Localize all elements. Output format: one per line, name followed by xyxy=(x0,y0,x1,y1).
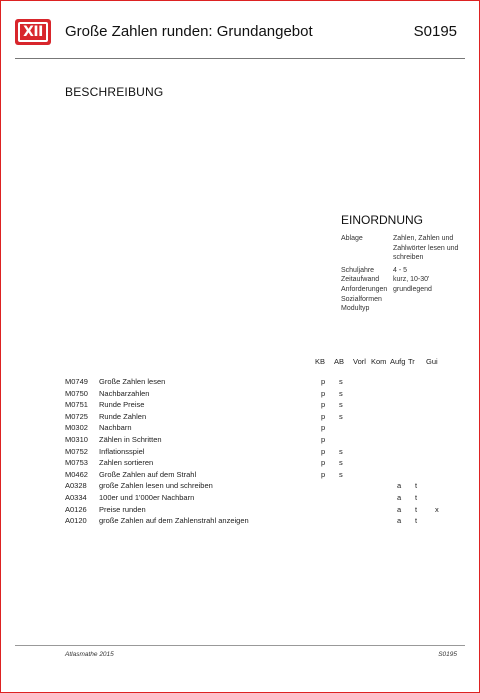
row-id: A0126 xyxy=(65,504,87,514)
table-row xyxy=(65,412,455,424)
row-id: A0328 xyxy=(65,481,87,491)
row-gui: x xyxy=(435,504,439,514)
row-id: M0749 xyxy=(65,377,88,386)
logo-text: XII xyxy=(18,22,48,42)
footer-code: S0195 xyxy=(438,651,457,658)
einordnung-label: Schuljahre xyxy=(341,266,375,274)
row-id: M0752 xyxy=(65,446,88,456)
einordnung-value: grundlegend xyxy=(393,285,432,293)
row-name: Preise runden xyxy=(99,504,146,514)
table-row xyxy=(65,505,455,517)
header-divider xyxy=(15,58,465,59)
column-header-ab: AB xyxy=(334,357,345,366)
einordnung-row-sozialformen xyxy=(341,295,473,305)
table-row xyxy=(65,516,455,528)
row-name: Zählen in Schritten xyxy=(99,434,162,444)
row-ab: s xyxy=(339,458,343,468)
row-id: M0462 xyxy=(65,469,88,479)
row-kb: p xyxy=(321,388,326,398)
row-ab: s xyxy=(339,411,343,421)
row-id: A0334 xyxy=(65,492,87,502)
row-name: Runde Preise xyxy=(99,400,145,410)
table-row xyxy=(65,493,455,505)
row-name: Runde Zahlen xyxy=(99,411,147,421)
row-id: M0310 xyxy=(65,434,88,444)
row-kb: p xyxy=(321,434,326,444)
page-title: Große Zahlen runden: Grundangebot xyxy=(65,23,313,40)
beschreibung-heading: BESCHREIBUNG xyxy=(65,85,164,99)
row-aufg: a xyxy=(397,492,402,502)
row-name: Inflationsspiel xyxy=(99,446,145,456)
table-row xyxy=(65,377,455,389)
footer-source: Atlasmathe 2015 xyxy=(65,651,114,658)
row-kb: p xyxy=(321,458,326,468)
table-row xyxy=(65,400,455,412)
column-header-gui: Gui xyxy=(426,357,438,366)
table-row xyxy=(65,423,455,435)
table-row xyxy=(65,470,455,482)
table-row xyxy=(65,389,455,401)
column-header-vorl: Vorl xyxy=(353,357,366,366)
row-kb: p xyxy=(321,400,326,410)
row-ab: s xyxy=(339,469,343,479)
row-aufg: a xyxy=(397,481,402,491)
xii-logo xyxy=(15,19,51,45)
einordnung-label: Anforderungen xyxy=(341,285,388,293)
row-tr: t xyxy=(415,492,418,502)
table-row xyxy=(65,481,455,493)
row-name: große Zahlen lesen und schreiben xyxy=(99,481,213,491)
einordnung-label: Sozialformen xyxy=(341,295,382,303)
column-header-tr: Tr xyxy=(408,357,415,366)
row-id: A0120 xyxy=(65,516,87,526)
table-row xyxy=(65,435,455,447)
einordnung-value: Zahlen, Zahlen und Zahlwörter lesen und schreiben xyxy=(393,235,459,262)
column-header-kom: Kom xyxy=(371,357,387,366)
column-header-aufg: Aufg xyxy=(390,357,406,366)
row-kb: p xyxy=(321,411,326,421)
row-ab: s xyxy=(339,400,343,410)
einordnung-label: Zeitaufwand xyxy=(341,276,380,284)
table-row xyxy=(65,458,455,470)
einordnung-row-schuljahre xyxy=(341,266,473,276)
row-aufg: a xyxy=(397,516,402,526)
row-tr: t xyxy=(415,516,418,526)
row-id: M0302 xyxy=(65,423,88,433)
row-kb: p xyxy=(321,469,326,479)
row-name: große Zahlen auf dem Zahlenstrahl anzeigen xyxy=(99,516,249,526)
footer-divider xyxy=(15,645,465,646)
row-name: Große Zahlen auf dem Strahl xyxy=(99,469,197,479)
row-tr: t xyxy=(415,481,418,491)
row-name: Zahlen sortieren xyxy=(99,458,154,468)
row-name: Nachbarzahlen xyxy=(99,388,150,398)
row-ab: s xyxy=(339,388,343,398)
column-header-kb: KB xyxy=(315,357,326,366)
einordnung-row-anforderungen xyxy=(341,285,473,295)
row-ab: s xyxy=(339,446,343,456)
einordnung-value xyxy=(393,304,473,314)
einordnung-list xyxy=(341,234,473,314)
einordnung-heading: EINORDNUNG xyxy=(341,213,424,227)
row-kb: p xyxy=(321,446,326,456)
einordnung-row-modultyp xyxy=(341,304,473,314)
row-tr: t xyxy=(415,504,418,514)
row-id: M0753 xyxy=(65,458,88,468)
row-kb: p xyxy=(321,423,326,433)
table-row xyxy=(65,447,455,459)
row-ab: s xyxy=(339,377,343,386)
einordnung-value: 4 - 5 xyxy=(393,266,408,274)
document-code: S0195 xyxy=(413,23,457,40)
row-id: M0751 xyxy=(65,400,88,410)
einordnung-value: kurz, 10-30' xyxy=(393,276,430,284)
einordnung-label: Ablage xyxy=(341,235,363,242)
einordnung-label: Modultyp xyxy=(341,305,370,313)
row-aufg: a xyxy=(397,504,402,514)
row-kb: p xyxy=(321,377,326,386)
einordnung-value xyxy=(393,295,473,305)
module-table xyxy=(65,377,455,528)
einordnung-row-ablage xyxy=(341,234,473,263)
row-id: M0725 xyxy=(65,411,88,421)
row-name: Nachbarn xyxy=(99,423,132,433)
einordnung-row-zeitaufwand xyxy=(341,275,473,285)
row-name: Große Zahlen lesen xyxy=(99,377,166,386)
row-name: 100er und 1'000er Nachbarn xyxy=(99,492,195,502)
row-id: M0750 xyxy=(65,388,88,398)
